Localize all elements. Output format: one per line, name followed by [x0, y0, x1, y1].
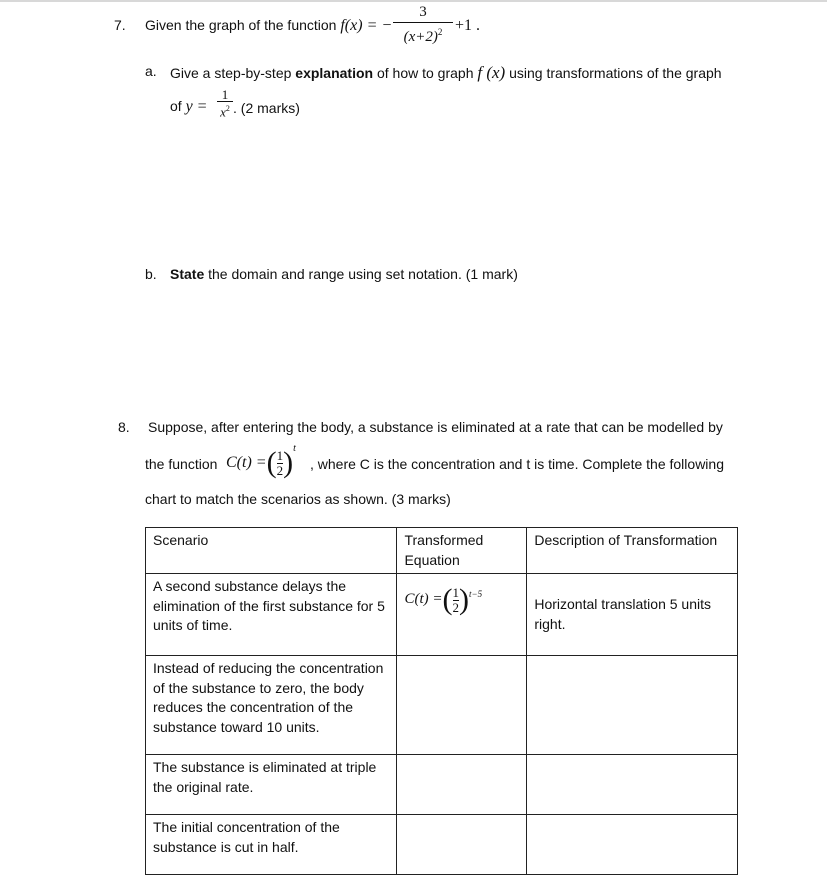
part-7a-text: Give a step-by-step explanation of how to graph f (x) using transformations of the graph	[170, 63, 722, 82]
chart-header-row	[146, 528, 738, 574]
function-f-fraction	[393, 5, 453, 46]
table-row	[146, 755, 738, 815]
page-top-border	[0, 0, 827, 2]
question-8-function-pre: the function	[145, 456, 218, 472]
description-answer-cell[interactable]	[527, 815, 738, 875]
equation-answer-cell[interactable]	[397, 815, 527, 875]
function-f-denominator: $(x+2)^2$	[403, 27, 443, 45]
equation-answer-cell[interactable]	[397, 755, 527, 815]
equation-answer-cell[interactable]	[397, 656, 527, 755]
question-8-function-post: , where C is the concentration and t is time. Complete the following	[310, 456, 724, 472]
question-8-line3: chart to match the scenarios as shown. (3 marks)	[145, 491, 451, 507]
header-description: Description of Transformation	[527, 528, 738, 574]
part-7a-reference: of y =	[170, 98, 208, 115]
header-scenario: Scenario	[146, 528, 397, 574]
description-answer-cell[interactable]	[527, 656, 738, 755]
question-8-number: 8.	[118, 419, 130, 435]
table-row	[146, 656, 738, 755]
transformed-equation: C(t) = ( $\frac{1}{2}$ ) $^{t-5}$	[404, 583, 483, 616]
part-7b-label: b.	[145, 266, 157, 282]
table-row	[146, 574, 738, 656]
function-c-expression: C(t) = ( $\frac{1}{2}$ ) $^t$	[226, 443, 296, 479]
scenario-cell: A second substance delays the elimination of the first substance for 5 units of time.	[146, 574, 397, 656]
table-row	[146, 815, 738, 875]
header-transformed-equation: Transformed Equation	[397, 528, 527, 574]
description-answer-cell[interactable]	[527, 755, 738, 815]
question-8-line1: Suppose, after entering the body, a substance is eliminated at a rate that can be modelled by	[148, 419, 723, 435]
scenario-cell: Instead of reducing the concentration of the substance to zero, the body reduces the concentration of the substance toward 10 units.	[146, 656, 397, 755]
part-7a-label: a.	[145, 63, 157, 79]
scenario-cell: The initial concentration of the substance is cut in half.	[146, 815, 397, 875]
transformation-chart	[145, 527, 738, 875]
question-7-stem	[145, 17, 392, 35]
question-7-text: Given the graph of the function	[145, 17, 337, 33]
part-7a-marks: . (2 marks)	[233, 100, 300, 116]
part-7b-text: State the domain and range using set notation. (1 mark)	[170, 266, 518, 282]
function-f-tail: +1 .	[455, 17, 481, 34]
function-f-lhs: f(x) = −	[340, 17, 393, 34]
equation-cell	[397, 574, 527, 656]
function-f-numerator: 3	[419, 4, 427, 20]
description-cell: Horizontal translation 5 units right.	[527, 574, 738, 656]
question-7-number: 7.	[114, 17, 126, 33]
reciprocal-fraction: 1 $x^2$	[217, 88, 233, 118]
scenario-cell: The substance is eliminated at triple the original rate.	[146, 755, 397, 815]
